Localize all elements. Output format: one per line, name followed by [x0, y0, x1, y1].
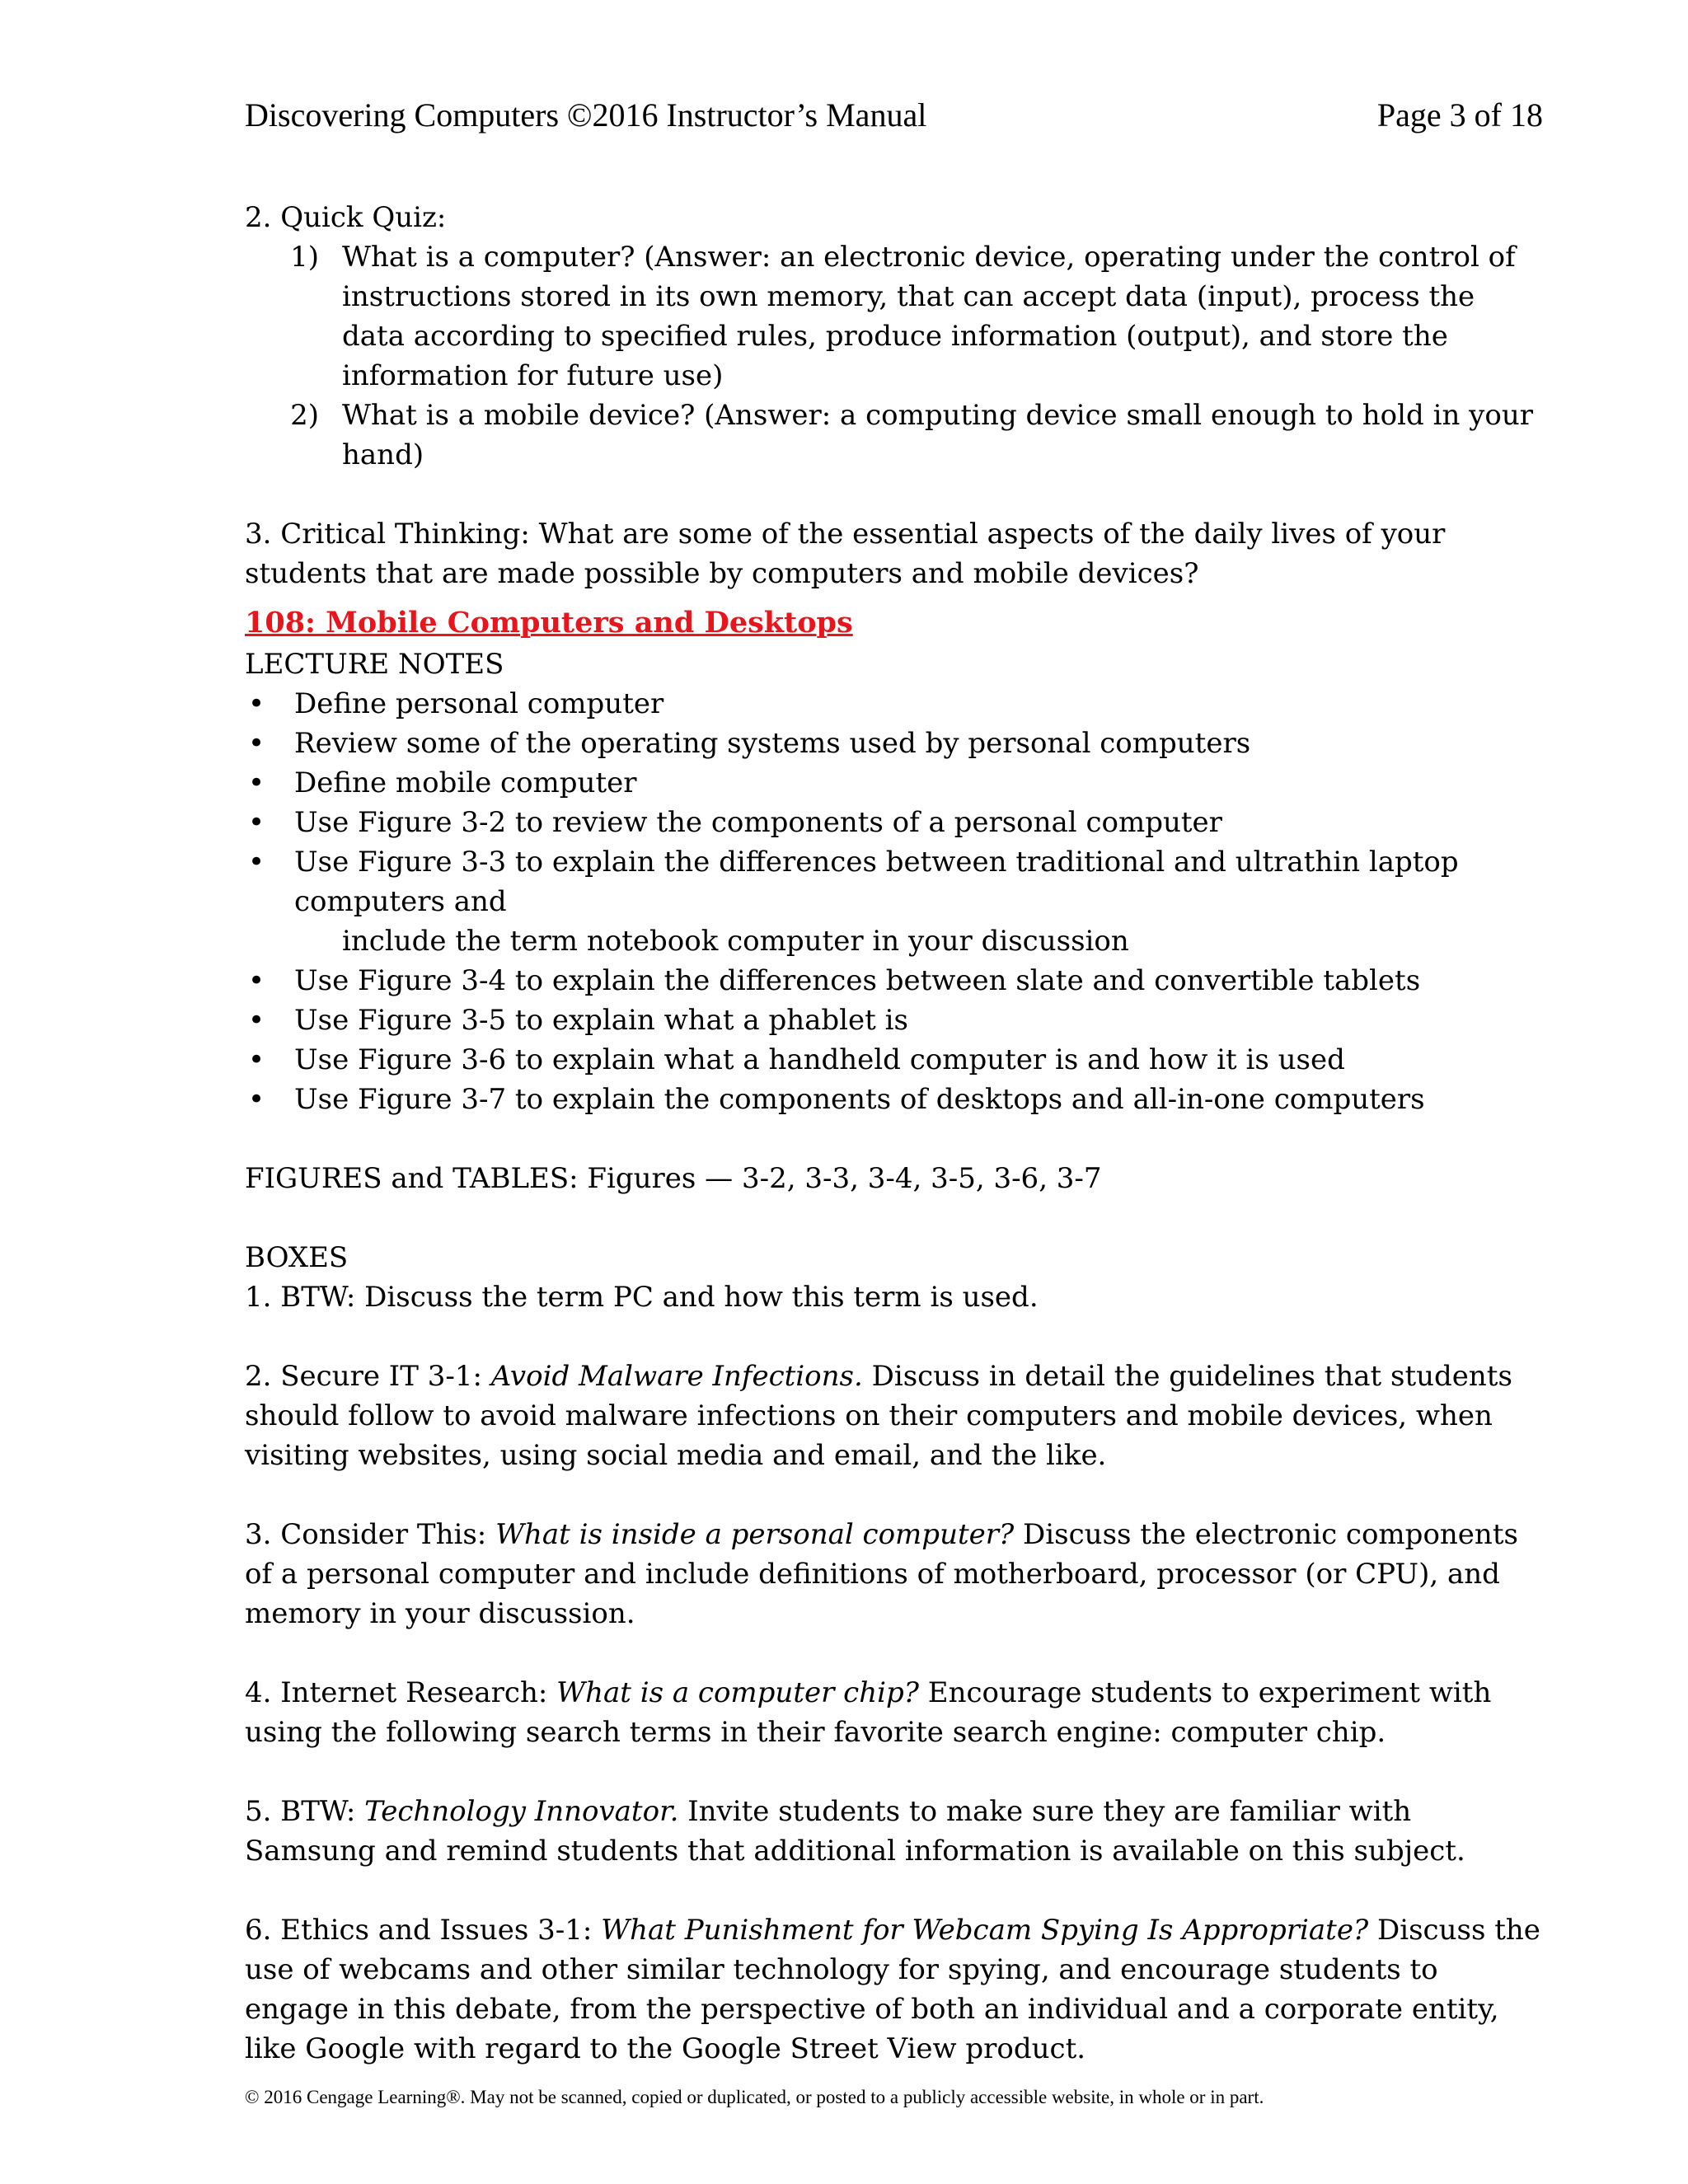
- critical-thinking: 3. Critical Thinking: What are some of the essential aspects of the daily lives of your students that are made possible by computers and mobile devices?: [245, 518, 1446, 590]
- bullet-icon: •: [248, 687, 265, 720]
- box-item-title: What is inside a personal computer?: [495, 1518, 1015, 1551]
- list-item-text: Define mobile computer: [294, 766, 637, 799]
- box-item-prefix: 1. BTW: Discuss the term PC and how this term is used.: [245, 1281, 1039, 1314]
- lecture-notes-list: [245, 684, 1543, 1119]
- list-item-continuation: include the term notebook computer in your discussion: [342, 925, 1129, 958]
- box-item-title: Avoid Malware Infections.: [490, 1360, 863, 1393]
- list-item: [245, 803, 1543, 842]
- list-item-text-wrap: [294, 842, 1543, 961]
- list-item: [245, 724, 1543, 763]
- list-item: [245, 763, 1543, 803]
- page-number: Page 3 of 18: [1376, 96, 1543, 134]
- figures-and-tables: FIGURES and TABLES: Figures — 3-2, 3-3, 3-4, 3-5, 3-6, 3-7: [245, 1162, 1102, 1195]
- bullet-icon: •: [248, 964, 265, 997]
- bullet-icon: •: [248, 727, 265, 760]
- box-item: [245, 1277, 1543, 1317]
- copyright-footer: © 2016 Cengage Learning®. May not be scanned, copied or duplicated, or posted to a publicly accessible website, in whole or in part.: [245, 2087, 1264, 2107]
- bullet-icon: •: [248, 766, 265, 799]
- page-header: [245, 96, 1543, 135]
- bullet-icon: •: [248, 1043, 265, 1076]
- quiz-label: 2. Quick Quiz:: [245, 201, 447, 234]
- box-item-description: Encourage students to experiment with using the following search terms in their favorite search engine: computer chip.: [245, 1676, 1492, 1749]
- list-item-text: Use Figure 3-2 to review the components of a personal computer: [294, 806, 1222, 839]
- page-body: [245, 198, 1543, 2069]
- quiz-list: [245, 237, 1543, 475]
- list-item-text: Review some of the operating systems used by personal computers: [294, 727, 1251, 760]
- quiz-item-text: What is a computer? (Answer: an electronic device, operating under the control of instructions stored in its own memory, that can accept data (input), process the data according to specified rules, produce information (output), and store the information for future use): [342, 241, 1516, 392]
- box-item-title: What Punishment for Webcam Spying Is Appropriate?: [601, 1914, 1369, 1947]
- bullet-icon: •: [248, 806, 265, 839]
- box-item-prefix: 6. Ethics and Issues 3-1:: [245, 1914, 602, 1947]
- lecture-notes-label: LECTURE NOTES: [245, 648, 504, 681]
- section-heading: 108: Mobile Computers and Desktops: [245, 606, 853, 640]
- manual-title: Discovering Computers ©2016 Instructor’s Manual: [245, 96, 927, 134]
- box-item: [245, 1792, 1543, 1871]
- bullet-icon: •: [248, 846, 265, 879]
- document-page: [245, 0, 1543, 2184]
- box-item-title: Technology Innovator.: [364, 1795, 679, 1828]
- list-item: [245, 1001, 1543, 1040]
- list-item: [245, 1040, 1543, 1080]
- box-item-description: Discuss the electronic components of a personal computer and include definitions of motherboard, processor (or CPU), and memory in your discussion.: [245, 1518, 1518, 1630]
- box-item-prefix: 5. BTW:: [245, 1795, 365, 1828]
- list-item: [245, 842, 1543, 961]
- box-item-title: What is a computer chip?: [556, 1676, 919, 1709]
- list-item-text: Define personal computer: [294, 687, 664, 720]
- box-item-description: Invite students to make sure they are familiar with Samsung and remind students that additional information is available on this subject.: [245, 1795, 1465, 1868]
- list-item: [245, 1080, 1543, 1119]
- quiz-item: [245, 237, 1543, 396]
- list-item-text: Use Figure 3-5 to explain what a phablet is: [294, 1004, 908, 1037]
- list-item: [245, 961, 1543, 1001]
- box-item-description: Discuss the use of webcams and other similar technology for spying, and encourage students to engage in this debate, from the perspective of both an individual and a corporate entity, like Google with regard to the Google Street View product.: [245, 1914, 1540, 2065]
- box-item-description: Discuss in detail the guidelines that students should follow to avoid malware infections on their computers and mobile devices, when visiting websites, using social media and email, and the like.: [245, 1360, 1512, 1472]
- boxes-label: BOXES: [245, 1241, 349, 1274]
- box-item-prefix: 3. Consider This:: [245, 1518, 496, 1551]
- list-item-text: Use Figure 3-3 to explain the differences between traditional and ultrathin laptop computers and: [294, 846, 1459, 918]
- box-item-prefix: 2. Secure IT 3-1:: [245, 1360, 491, 1393]
- box-item: [245, 1357, 1543, 1475]
- list-item: [245, 684, 1543, 724]
- quiz-item-number: 1): [290, 241, 319, 274]
- box-item: [245, 1673, 1543, 1752]
- box-item: [245, 1515, 1543, 1633]
- list-item-text: Use Figure 3-6 to explain what a handheld computer is and how it is used: [294, 1043, 1345, 1076]
- bullet-icon: •: [248, 1083, 265, 1116]
- box-item: [245, 1910, 1543, 2069]
- quiz-item-number: 2): [290, 399, 319, 432]
- box-item-prefix: 4. Internet Research:: [245, 1676, 557, 1709]
- quiz-item: [245, 396, 1543, 475]
- list-item-text: Use Figure 3-7 to explain the components of desktops and all-in-one computers: [294, 1083, 1425, 1116]
- bullet-icon: •: [248, 1004, 265, 1037]
- list-item-text: Use Figure 3-4 to explain the differences between slate and convertible tablets: [294, 964, 1421, 997]
- quiz-item-text: What is a mobile device? (Answer: a computing device small enough to hold in your hand): [342, 399, 1533, 471]
